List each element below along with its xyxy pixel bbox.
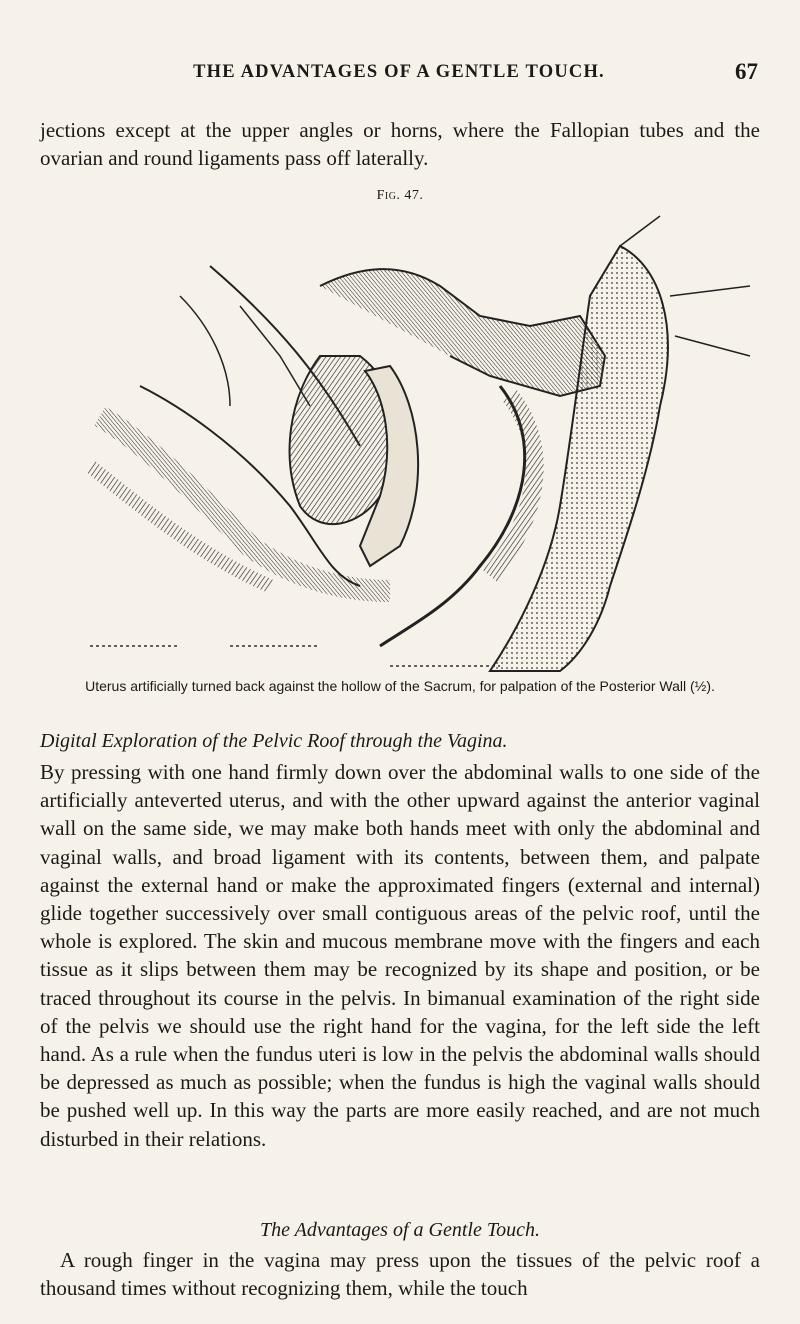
figure-label: Fig. 47. xyxy=(376,188,424,203)
page-header xyxy=(40,59,758,90)
figure-caption: Uterus artificially turned back against the hollow of the Sacrum, for palpation of the Posterior Wall (½). xyxy=(85,678,715,694)
intro-paragraph: jections except at the upper angles or horns, where the Fallopian tubes and the ovarian and round ligaments pass off laterally. xyxy=(40,118,760,171)
section-body-digital-exploration: By pressing with one hand firmly down over the abdominal walls to one side of the artificially anteverted uterus, and with the other upward against the anterior vaginal wall on the same side, we may make both hands meet with only the abdominal and vaginal walls, and broad ligament with its contents, between them, and palpate against the external hand or make the approximated fingers (external and internal) glide together successively over small contiguous areas of the pelvic roof, until the whole is explored. The skin and mucous membrane move with the fingers and each tissue as it slips between them may be recognized by its shape and position, or be traced throughout its course in the pelvis. In bimanual examination of the right side of the pelvis we should use the right hand for the vagina, for the left side the left hand. As a rule when the fundus uteri is low in the pelvis the abdominal walls should be depressed as much as possible; when the fundus is high the vaginal walls should be pushed well up. In this way the parts are more easily reached, and are not much disturbed in their relations. xyxy=(40,760,760,1151)
page-number: 67 xyxy=(735,59,758,84)
section-heading-gentle-touch: The Advantages of a Gentle Touch. xyxy=(260,1219,540,1241)
pelvic-section-drawing xyxy=(60,206,760,676)
section-body-gentle-touch: A rough finger in the vagina may press upon the tissues of the pelvic roof a thousand times without recognizing them, while the touch xyxy=(40,1248,760,1301)
running-title: THE ADVANTAGES OF A GENTLE TOUCH. xyxy=(193,62,605,82)
section-heading-digital-exploration: Digital Exploration of the Pelvic Roof through the Vagina. xyxy=(40,730,508,752)
anatomical-illustration xyxy=(60,206,760,676)
